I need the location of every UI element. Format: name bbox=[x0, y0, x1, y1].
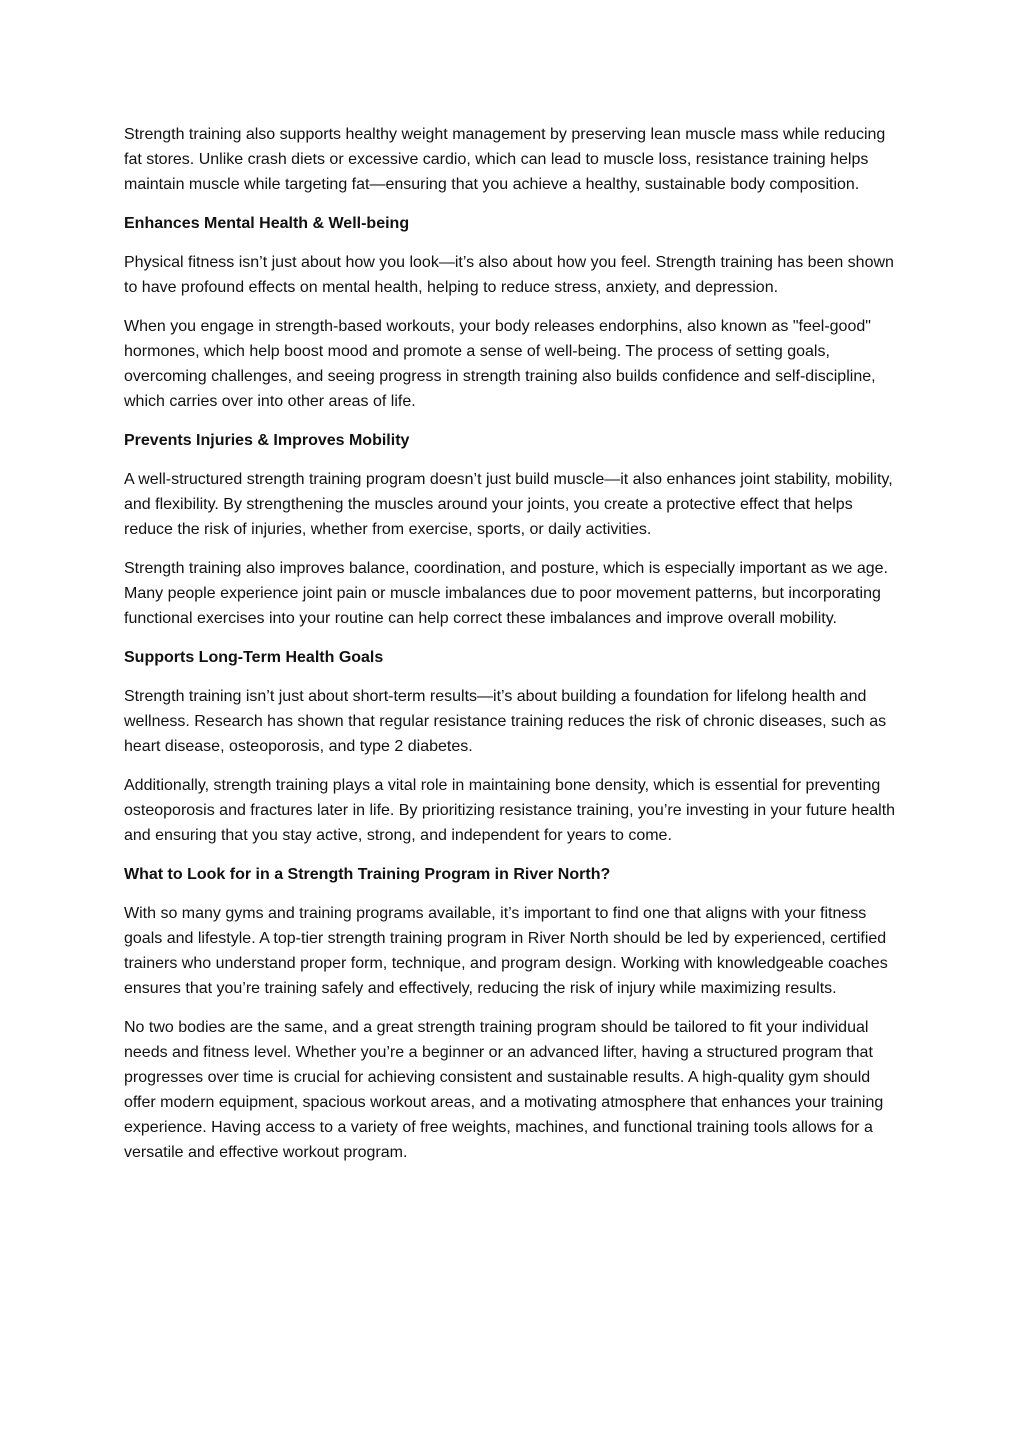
paragraph-certified-trainers: With so many gyms and training programs available, it’s important to find one that aligns with your fitness goals and lifestyle. A top-tier strength training program in River North should be led by experienced, certified trainers who understand proper form, technique, and program design. Working with knowledgeable coaches ensures that you’re training safely and effectively, reducing the risk of injury while maximizing results. bbox=[124, 905, 888, 997]
document-page bbox=[124, 122, 904, 1179]
paragraph-balance-posture: Strength training also improves balance, coordination, and posture, which is especially important as we age. Many people experience joint pain or muscle imbalances due to poor movement patterns, but incorporating functional exercises into your routine can help correct these imbalances and improve overall mobility. bbox=[124, 560, 888, 627]
heading-mental-health: Enhances Mental Health & Well-being bbox=[124, 215, 410, 232]
paragraph-joint-stability: A well-structured strength training program doesn’t just build muscle—it also enhances joint stability, mobility, and flexibility. By strengthening the muscles around your joints, you create a protective effect that helps reduce the risk of injuries, whether from exercise, sports, or daily activities. bbox=[124, 471, 893, 538]
paragraph-weight-management: Strength training also supports healthy weight management by preserving lean muscle mass while reducing fat stores. Unlike crash diets or excessive cardio, which can lead to muscle loss, resistance training helps maintain muscle while targeting fat—ensuring that you achieve a healthy, sustainable body composition. bbox=[124, 126, 886, 193]
heading-program-river-north: What to Look for in a Strength Training Program in River North? bbox=[124, 866, 611, 883]
heading-injuries-mobility: Prevents Injuries & Improves Mobility bbox=[124, 432, 410, 449]
paragraph-tailored-program: No two bodies are the same, and a great strength training program should be tailored to fit your individual needs and fitness level. Whether you’re a beginner or an advanced lifter, having a structured program that progresses over time is crucial for achieving consistent and sustainable results. A high-quality gym should offer modern equipment, spacious workout areas, and a motivating atmosphere that enhances your training experience. Having access to a variety of free weights, machines, and functional training tools allows for a versatile and effective workout program. bbox=[124, 1019, 884, 1161]
paragraph-bone-density: Additionally, strength training plays a vital role in maintaining bone density, which is essential for preventing osteoporosis and fractures later in life. By prioritizing resistance training, you’re investing in your future health and ensuring that you stay active, strong, and independent for years to come. bbox=[124, 777, 896, 844]
paragraph-mental-health-intro: Physical fitness isn’t just about how you look—it’s also about how you feel. Strength training has been shown to have profound effects on mental health, helping to reduce stress, anxiety, and depression. bbox=[124, 254, 894, 296]
paragraph-lifelong-health: Strength training isn’t just about short-term results—it’s about building a foundation for lifelong health and wellness. Research has shown that regular resistance training reduces the risk of chronic diseases, such as heart disease, osteoporosis, and type 2 diabetes. bbox=[124, 688, 887, 755]
paragraph-endorphins: When you engage in strength-based workouts, your body releases endorphins, also known as "feel-good" hormones, which help boost mood and promote a sense of well-being. The process of setting goals, overcoming challenges, and seeing progress in strength training also builds confidence and self-discipline, which carries over into other areas of life. bbox=[124, 318, 876, 410]
heading-long-term-health: Supports Long-Term Health Goals bbox=[124, 649, 384, 666]
